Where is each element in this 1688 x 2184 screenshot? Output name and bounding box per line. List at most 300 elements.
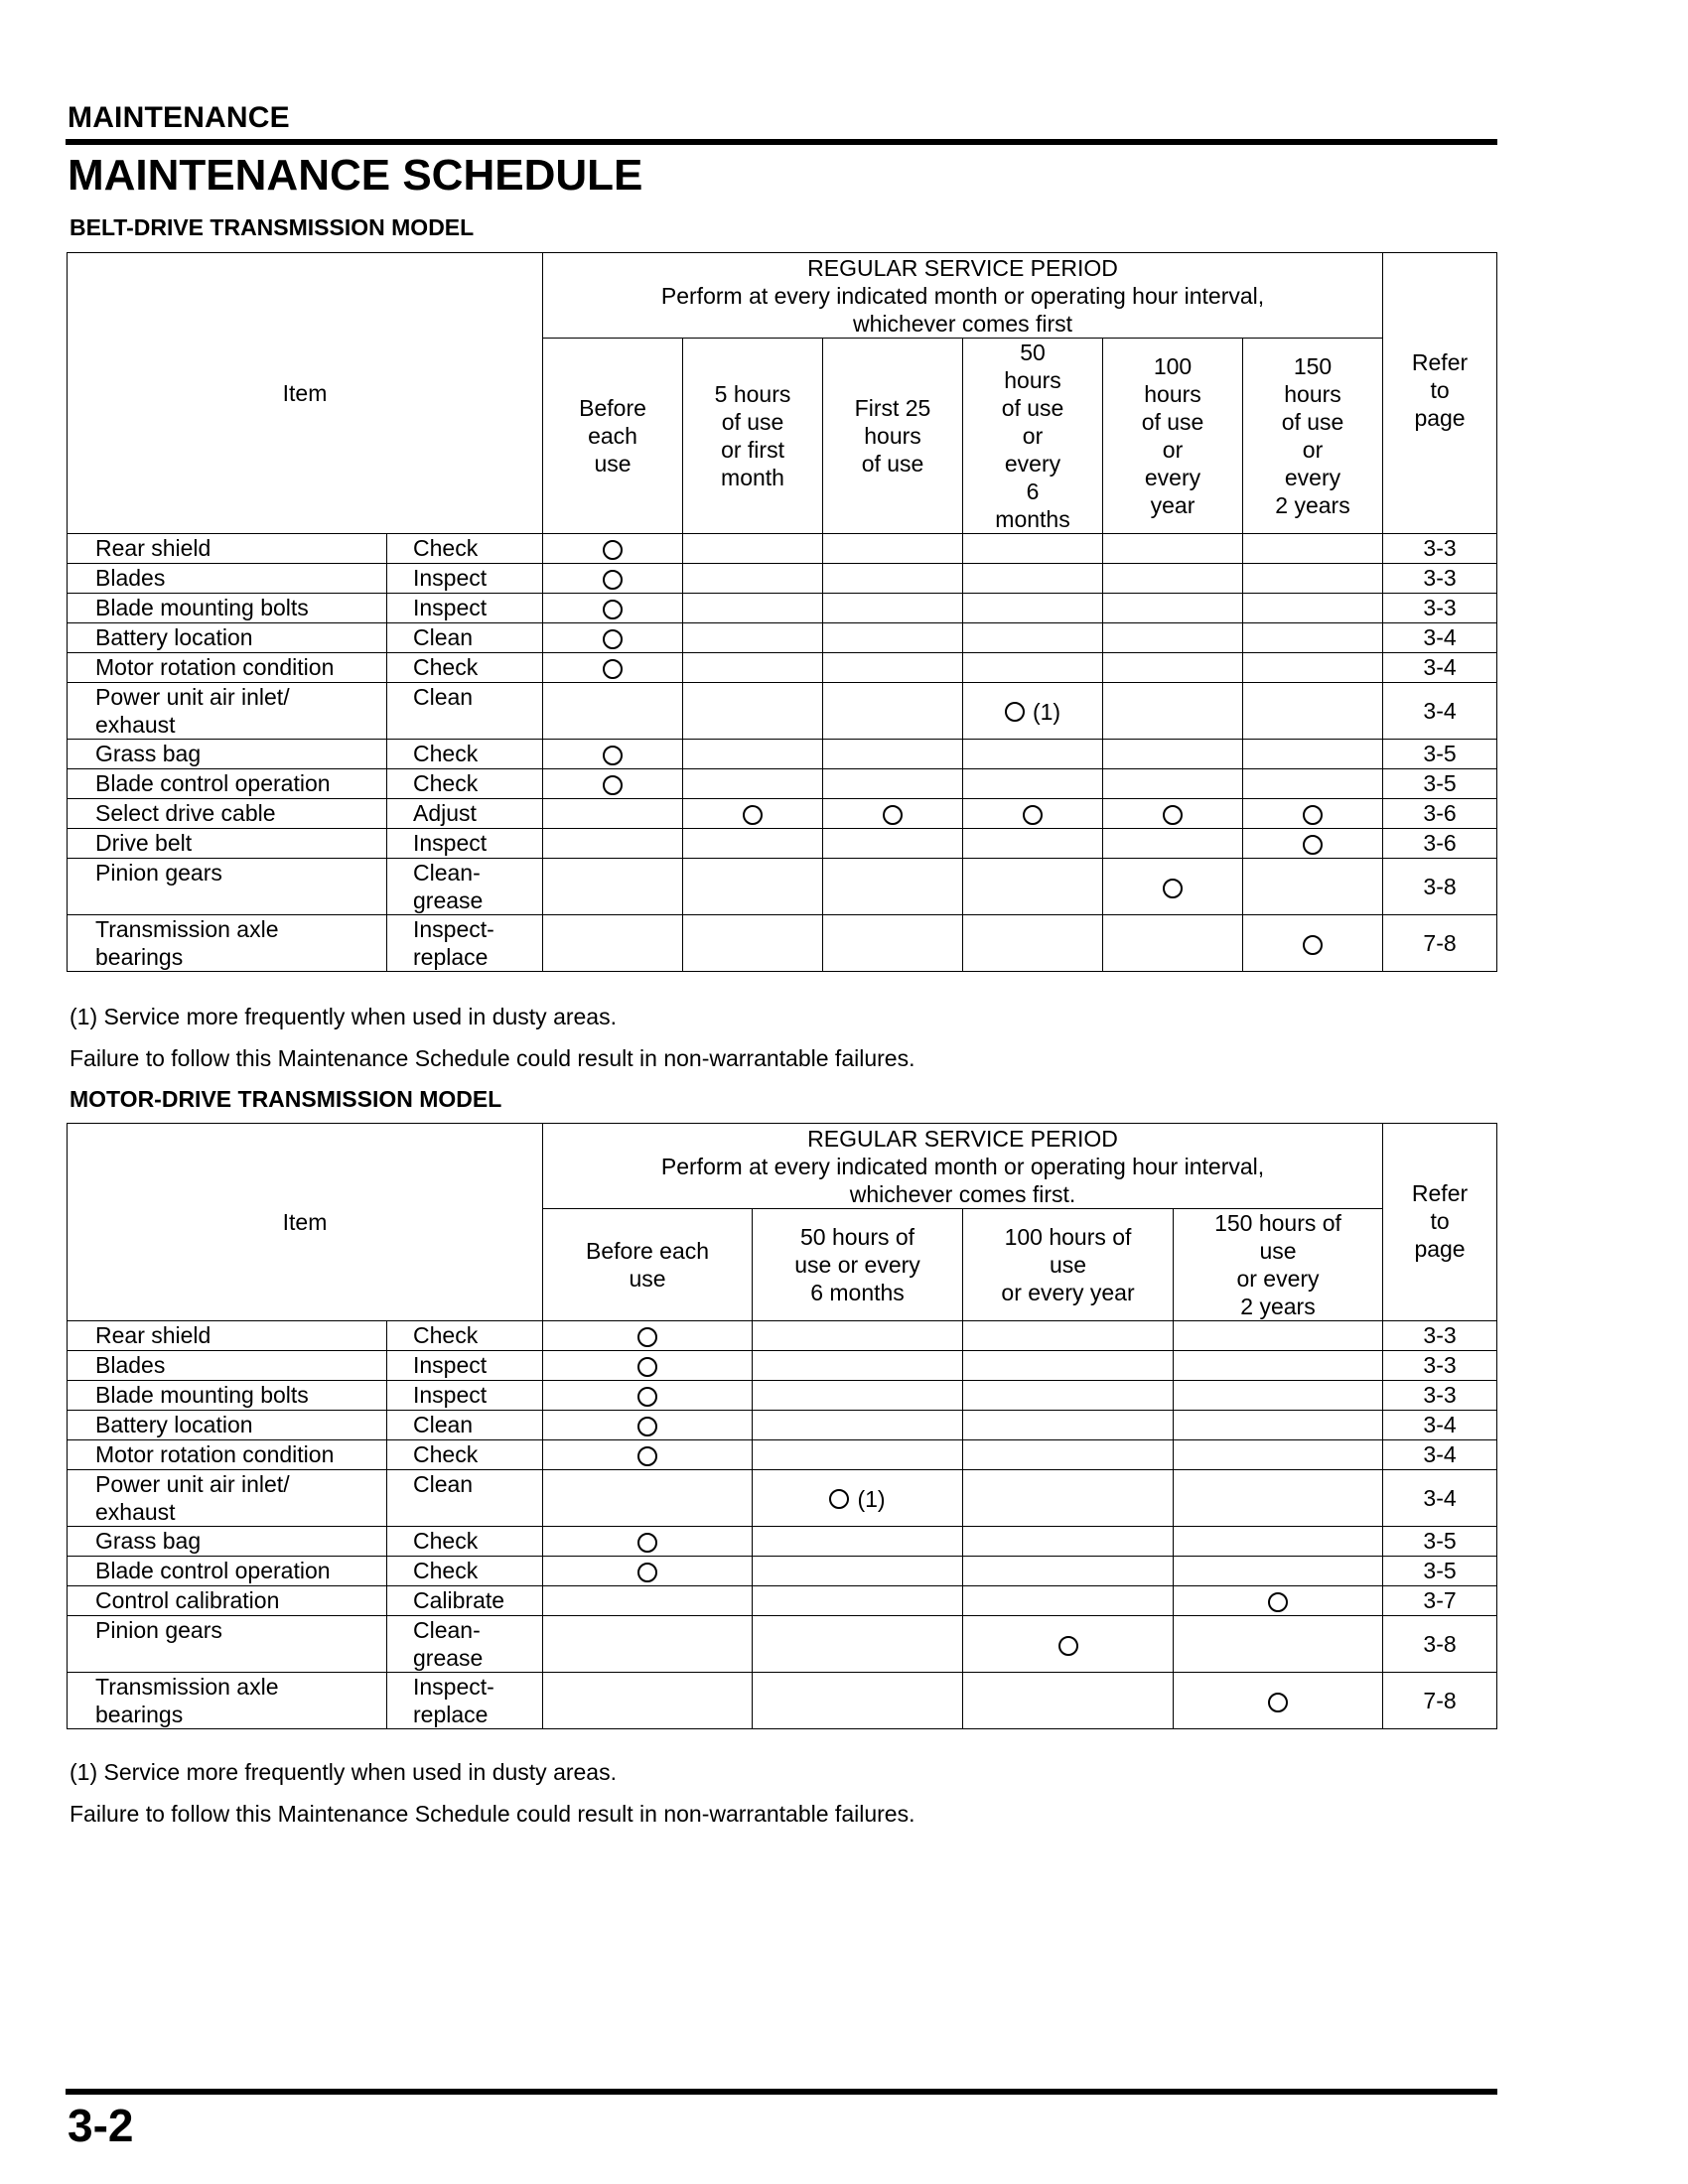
item-name: Transmission axle bbox=[95, 1674, 279, 1700]
interval-header-line: of use bbox=[1141, 409, 1204, 435]
interval-header-line: use or every bbox=[794, 1252, 920, 1278]
interval-column-header bbox=[823, 339, 963, 534]
action-name: Check bbox=[413, 535, 479, 561]
interval-cell bbox=[1174, 1586, 1383, 1616]
interval-cell bbox=[543, 799, 683, 829]
interval-header-line: 2 years bbox=[1275, 492, 1350, 518]
item-name: Blade mounting bolts bbox=[95, 1382, 309, 1408]
interval-cell bbox=[1103, 653, 1243, 683]
schedule-row bbox=[68, 1321, 1497, 1351]
action-name: Calibrate bbox=[413, 1587, 505, 1613]
interval-cell bbox=[543, 859, 683, 915]
interval-cell bbox=[753, 1616, 963, 1673]
service-required-circle-icon bbox=[637, 1533, 657, 1553]
interval-cell bbox=[683, 915, 823, 972]
interval-header-line: 150 hours of bbox=[1214, 1210, 1341, 1236]
interval-cell bbox=[963, 1381, 1174, 1411]
page-ref-cell: 3-4 bbox=[1383, 683, 1497, 740]
service-required-circle-icon bbox=[637, 1387, 657, 1407]
action-cell bbox=[387, 1381, 543, 1411]
interval-header-line: or every year bbox=[1001, 1280, 1135, 1305]
action-cell bbox=[387, 1527, 543, 1557]
interval-cell bbox=[753, 1411, 963, 1440]
service-required-circle-icon bbox=[743, 805, 763, 825]
interval-cell bbox=[543, 915, 683, 972]
interval-cell bbox=[683, 623, 823, 653]
interval-cell bbox=[753, 1557, 963, 1586]
refer-header-line: page bbox=[1414, 405, 1466, 431]
schedule-row bbox=[68, 1351, 1497, 1381]
service-required-circle-icon bbox=[603, 570, 623, 590]
interval-cell bbox=[963, 1321, 1174, 1351]
interval-cell bbox=[543, 1351, 753, 1381]
interval-cell bbox=[823, 769, 963, 799]
schedule-row bbox=[68, 1673, 1497, 1729]
service-required-circle-icon bbox=[603, 600, 623, 619]
action-cell bbox=[387, 653, 543, 683]
action-name: Inspect- bbox=[413, 1674, 494, 1700]
action-name: replace bbox=[413, 1702, 489, 1727]
interval-cell bbox=[1174, 1321, 1383, 1351]
page-ref-cell: 3-3 bbox=[1383, 534, 1497, 564]
interval-cell bbox=[1174, 1351, 1383, 1381]
item-cell bbox=[68, 1351, 387, 1381]
interval-cell bbox=[963, 1586, 1174, 1616]
service-required-circle-icon bbox=[637, 1417, 657, 1436]
interval-header-line: Before each bbox=[586, 1238, 710, 1264]
action-name: Inspect bbox=[413, 565, 488, 591]
item-name: Pinion gears bbox=[95, 1617, 222, 1643]
interval-column-header bbox=[1243, 339, 1383, 534]
interval-cell bbox=[963, 829, 1103, 859]
interval-header-line: 100 hours of bbox=[1004, 1224, 1132, 1250]
action-cell bbox=[387, 769, 543, 799]
interval-cell bbox=[1103, 799, 1243, 829]
schedule-row bbox=[68, 534, 1497, 564]
interval-header-line: 150 bbox=[1293, 353, 1333, 379]
page-ref-cell: 3-3 bbox=[1383, 594, 1497, 623]
interval-cell bbox=[1103, 829, 1243, 859]
interval-cell bbox=[753, 1586, 963, 1616]
item-name: Blade control operation bbox=[95, 770, 331, 796]
interval-cell bbox=[1174, 1557, 1383, 1586]
motor-footnote: (1) Service more frequently when used in dusty areas. bbox=[70, 1759, 617, 1785]
item-cell bbox=[68, 1586, 387, 1616]
interval-cell bbox=[683, 769, 823, 799]
action-cell bbox=[387, 1440, 543, 1470]
interval-cell bbox=[543, 623, 683, 653]
interval-cell bbox=[753, 1321, 963, 1351]
interval-cell bbox=[823, 534, 963, 564]
interval-cell bbox=[1103, 594, 1243, 623]
schedule-row bbox=[68, 769, 1497, 799]
item-name: bearings bbox=[95, 1702, 184, 1727]
item-cell bbox=[68, 1470, 387, 1527]
page-ref-cell: 3-6 bbox=[1383, 799, 1497, 829]
service-required-circle-icon bbox=[1058, 1636, 1078, 1656]
interval-cell bbox=[683, 683, 823, 740]
item-cell bbox=[68, 594, 387, 623]
action-cell bbox=[387, 1351, 543, 1381]
action-cell bbox=[387, 1586, 543, 1616]
action-cell bbox=[387, 683, 543, 740]
service-period-header bbox=[543, 1124, 1383, 1209]
interval-cell bbox=[823, 915, 963, 972]
interval-header-line: year bbox=[1150, 492, 1196, 518]
page-ref-cell: 7-8 bbox=[1383, 1673, 1497, 1729]
service-required-circle-icon bbox=[1268, 1592, 1288, 1612]
item-cell bbox=[68, 653, 387, 683]
interval-cell bbox=[963, 915, 1103, 972]
page-ref-cell: 3-7 bbox=[1383, 1586, 1497, 1616]
item-cell bbox=[68, 740, 387, 769]
schedule-row bbox=[68, 1586, 1497, 1616]
item-header: Item bbox=[68, 1124, 543, 1321]
page-ref-cell: 3-6 bbox=[1383, 829, 1497, 859]
interval-cell bbox=[543, 740, 683, 769]
interval-column-header bbox=[963, 1209, 1174, 1321]
action-cell bbox=[387, 740, 543, 769]
item-name: Battery location bbox=[95, 1412, 253, 1437]
interval-cell bbox=[963, 623, 1103, 653]
page-ref-cell: 3-3 bbox=[1383, 564, 1497, 594]
interval-header-line: 2 years bbox=[1240, 1294, 1316, 1319]
interval-header-line: 100 bbox=[1153, 353, 1193, 379]
item-cell bbox=[68, 859, 387, 915]
schedule-row bbox=[68, 1411, 1497, 1440]
service-required-circle-icon bbox=[1268, 1693, 1288, 1712]
interval-cell bbox=[1174, 1673, 1383, 1729]
interval-cell bbox=[543, 594, 683, 623]
service-period-desc: whichever comes first bbox=[852, 310, 1073, 337]
action-name: Clean bbox=[413, 1471, 474, 1497]
interval-column-header bbox=[1103, 339, 1243, 534]
interval-cell bbox=[543, 829, 683, 859]
interval-column-header bbox=[543, 1209, 753, 1321]
interval-cell bbox=[963, 1616, 1174, 1673]
item-name: Battery location bbox=[95, 624, 253, 650]
interval-cell bbox=[543, 1321, 753, 1351]
belt-schedule-table bbox=[67, 252, 1497, 972]
action-name: Check bbox=[413, 1322, 479, 1348]
page-ref-cell: 3-4 bbox=[1383, 653, 1497, 683]
item-cell bbox=[68, 769, 387, 799]
interval-column-header bbox=[753, 1209, 963, 1321]
interval-cell bbox=[1103, 623, 1243, 653]
action-cell bbox=[387, 1557, 543, 1586]
schedule-row bbox=[68, 564, 1497, 594]
interval-cell bbox=[823, 859, 963, 915]
item-cell bbox=[68, 1440, 387, 1470]
interval-cell bbox=[823, 683, 963, 740]
item-name: Transmission axle bbox=[95, 916, 279, 942]
schedule-row bbox=[68, 859, 1497, 915]
action-name: Check bbox=[413, 1441, 479, 1467]
interval-cell bbox=[1243, 769, 1383, 799]
item-name: bearings bbox=[95, 944, 184, 970]
page-ref-cell: 3-5 bbox=[1383, 769, 1497, 799]
interval-header-line: or bbox=[1022, 423, 1044, 449]
interval-cell bbox=[1243, 829, 1383, 859]
interval-cell bbox=[963, 534, 1103, 564]
interval-cell bbox=[543, 1586, 753, 1616]
page-ref-cell: 3-5 bbox=[1383, 740, 1497, 769]
header-rule bbox=[66, 139, 1497, 145]
interval-cell bbox=[963, 1527, 1174, 1557]
footer-rule bbox=[66, 2089, 1497, 2095]
action-name: Clean bbox=[413, 624, 474, 650]
interval-header-line: use bbox=[594, 451, 632, 477]
action-name: Clean bbox=[413, 1412, 474, 1437]
schedule-row bbox=[68, 1440, 1497, 1470]
interval-cell bbox=[1243, 564, 1383, 594]
interval-header-line: 50 bbox=[1020, 340, 1046, 365]
interval-header-line: every bbox=[1144, 465, 1201, 490]
page-ref-cell: 3-4 bbox=[1383, 623, 1497, 653]
page-number: 3-2 bbox=[68, 2100, 134, 2151]
interval-cell bbox=[683, 740, 823, 769]
interval-cell bbox=[753, 1527, 963, 1557]
interval-cell bbox=[1243, 623, 1383, 653]
item-name: Grass bag bbox=[95, 1528, 202, 1554]
action-name: Inspect bbox=[413, 830, 488, 856]
interval-cell bbox=[753, 1351, 963, 1381]
interval-cell bbox=[543, 1616, 753, 1673]
interval-header-line: hours bbox=[1144, 381, 1201, 407]
page-ref-cell: 3-8 bbox=[1383, 859, 1497, 915]
page-ref-cell: 3-5 bbox=[1383, 1557, 1497, 1586]
interval-cell bbox=[823, 653, 963, 683]
item-name: exhaust bbox=[95, 1499, 176, 1525]
service-required-circle-icon bbox=[1163, 879, 1183, 898]
footnote-ref: (1) bbox=[857, 1485, 886, 1512]
interval-column-header bbox=[963, 339, 1103, 534]
interval-cell bbox=[1243, 740, 1383, 769]
refer-header-line: to bbox=[1430, 1208, 1450, 1234]
interval-cell bbox=[1174, 1440, 1383, 1470]
interval-cell bbox=[823, 740, 963, 769]
action-cell bbox=[387, 859, 543, 915]
item-name: Power unit air inlet/ bbox=[95, 684, 290, 710]
item-name: Grass bag bbox=[95, 741, 202, 766]
interval-header-line: 50 hours of bbox=[799, 1224, 915, 1250]
action-name: Inspect bbox=[413, 1352, 488, 1378]
interval-cell bbox=[543, 1673, 753, 1729]
interval-cell bbox=[543, 1527, 753, 1557]
interval-header-line: use bbox=[629, 1266, 666, 1292]
item-name: Rear shield bbox=[95, 535, 211, 561]
interval-cell bbox=[1174, 1411, 1383, 1440]
action-cell bbox=[387, 1616, 543, 1673]
item-cell bbox=[68, 1411, 387, 1440]
page-ref-cell: 3-4 bbox=[1383, 1411, 1497, 1440]
service-required-circle-icon bbox=[1023, 805, 1043, 825]
interval-header-line: of use bbox=[1001, 395, 1064, 421]
interval-cell bbox=[1103, 769, 1243, 799]
action-name: Clean bbox=[413, 684, 474, 710]
interval-cell bbox=[1103, 740, 1243, 769]
interval-cell bbox=[543, 653, 683, 683]
interval-cell bbox=[1243, 594, 1383, 623]
interval-header-line: of use bbox=[1281, 409, 1344, 435]
service-required-circle-icon bbox=[1303, 805, 1323, 825]
interval-cell bbox=[963, 1440, 1174, 1470]
interval-cell bbox=[963, 594, 1103, 623]
action-name: Adjust bbox=[413, 800, 477, 826]
service-required-circle-icon bbox=[637, 1446, 657, 1466]
action-name: Check bbox=[413, 1558, 479, 1583]
interval-cell bbox=[543, 1411, 753, 1440]
item-name: Motor rotation condition bbox=[95, 654, 335, 680]
interval-cell bbox=[1103, 683, 1243, 740]
interval-cell bbox=[683, 534, 823, 564]
action-cell bbox=[387, 1470, 543, 1527]
item-header: Item bbox=[68, 253, 543, 534]
action-cell bbox=[387, 1321, 543, 1351]
item-name: exhaust bbox=[95, 712, 176, 738]
schedule-row bbox=[68, 1527, 1497, 1557]
refer-header-line: page bbox=[1414, 1236, 1466, 1262]
action-cell bbox=[387, 829, 543, 859]
item-name: Drive belt bbox=[95, 830, 193, 856]
motor-section-title: MOTOR-DRIVE TRANSMISSION MODEL bbox=[70, 1086, 502, 1112]
interval-cell bbox=[683, 859, 823, 915]
service-required-circle-icon bbox=[637, 1327, 657, 1347]
motor-warning: Failure to follow this Maintenance Schedule could result in non-warrantable failures. bbox=[70, 1801, 915, 1827]
action-cell bbox=[387, 623, 543, 653]
interval-cell bbox=[963, 1673, 1174, 1729]
interval-cell bbox=[963, 859, 1103, 915]
action-name: grease bbox=[413, 1645, 484, 1671]
service-period-desc: Perform at every indicated month or operating hour interval, bbox=[660, 282, 1265, 309]
interval-header-line: of use bbox=[861, 451, 924, 477]
interval-header-line: hours bbox=[1004, 367, 1061, 393]
interval-cell bbox=[823, 799, 963, 829]
schedule-row bbox=[68, 594, 1497, 623]
item-cell bbox=[68, 1381, 387, 1411]
interval-cell bbox=[1243, 799, 1383, 829]
interval-header-line: or bbox=[1162, 437, 1184, 463]
footnote-ref: (1) bbox=[1032, 698, 1061, 725]
action-name: Clean- bbox=[413, 860, 481, 886]
action-name: Inspect bbox=[413, 1382, 488, 1408]
interval-cell bbox=[963, 1351, 1174, 1381]
motor-schedule-table bbox=[67, 1123, 1497, 1729]
schedule-row bbox=[68, 623, 1497, 653]
item-cell bbox=[68, 534, 387, 564]
interval-cell bbox=[683, 564, 823, 594]
schedule-row bbox=[68, 1381, 1497, 1411]
belt-warning: Failure to follow this Maintenance Schedule could result in non-warrantable failures. bbox=[70, 1045, 915, 1071]
interval-cell bbox=[963, 683, 1103, 740]
interval-cell bbox=[963, 564, 1103, 594]
interval-header-line: use bbox=[1259, 1238, 1297, 1264]
item-cell bbox=[68, 1557, 387, 1586]
service-period-title: REGULAR SERVICE PERIOD bbox=[807, 1125, 1118, 1152]
interval-column-header bbox=[1174, 1209, 1383, 1321]
interval-header-line: 6 months bbox=[810, 1280, 905, 1305]
page-ref-cell: 7-8 bbox=[1383, 915, 1497, 972]
interval-column-header bbox=[543, 339, 683, 534]
interval-cell bbox=[683, 594, 823, 623]
item-name: Blades bbox=[95, 1352, 166, 1378]
refer-header-line: to bbox=[1430, 377, 1450, 403]
service-period-header bbox=[543, 253, 1383, 339]
action-cell bbox=[387, 799, 543, 829]
item-cell bbox=[68, 1527, 387, 1557]
interval-header-line: First 25 bbox=[854, 395, 931, 421]
interval-cell bbox=[543, 769, 683, 799]
service-required-circle-icon bbox=[603, 659, 623, 679]
interval-header-line: or bbox=[1302, 437, 1324, 463]
page-ref-cell: 3-4 bbox=[1383, 1440, 1497, 1470]
interval-cell bbox=[963, 740, 1103, 769]
interval-cell bbox=[963, 1470, 1174, 1527]
interval-cell bbox=[753, 1470, 963, 1527]
interval-cell bbox=[823, 564, 963, 594]
interval-cell bbox=[823, 594, 963, 623]
service-required-circle-icon bbox=[1163, 805, 1183, 825]
interval-cell bbox=[1103, 564, 1243, 594]
action-name: Check bbox=[413, 1528, 479, 1554]
item-name: Select drive cable bbox=[95, 800, 276, 826]
interval-cell bbox=[963, 769, 1103, 799]
interval-cell bbox=[1243, 859, 1383, 915]
interval-cell bbox=[823, 829, 963, 859]
schedule-row bbox=[68, 1470, 1497, 1527]
interval-cell bbox=[753, 1673, 963, 1729]
action-cell bbox=[387, 594, 543, 623]
action-cell bbox=[387, 915, 543, 972]
interval-cell bbox=[543, 1470, 753, 1527]
service-required-circle-icon bbox=[829, 1489, 849, 1509]
interval-cell bbox=[1243, 653, 1383, 683]
service-required-circle-icon bbox=[603, 746, 623, 765]
interval-cell bbox=[963, 1411, 1174, 1440]
schedule-row bbox=[68, 740, 1497, 769]
item-name: Motor rotation condition bbox=[95, 1441, 335, 1467]
interval-header-line: Before bbox=[579, 395, 646, 421]
item-cell bbox=[68, 683, 387, 740]
belt-footnote: (1) Service more frequently when used in dusty areas. bbox=[70, 1004, 617, 1029]
action-name: Clean- bbox=[413, 1617, 481, 1643]
interval-header-line: month bbox=[721, 465, 784, 490]
action-cell bbox=[387, 1411, 543, 1440]
page-ref-cell: 3-3 bbox=[1383, 1351, 1497, 1381]
interval-cell bbox=[543, 1440, 753, 1470]
item-cell bbox=[68, 915, 387, 972]
interval-header-line: or every bbox=[1236, 1266, 1320, 1292]
service-period-desc: Perform at every indicated month or operating hour interval, bbox=[660, 1153, 1265, 1179]
interval-cell bbox=[1174, 1381, 1383, 1411]
interval-cell bbox=[1174, 1527, 1383, 1557]
refer-header bbox=[1383, 1124, 1497, 1321]
interval-cell bbox=[683, 653, 823, 683]
interval-cell bbox=[543, 1557, 753, 1586]
interval-cell bbox=[823, 623, 963, 653]
item-name: Blades bbox=[95, 565, 166, 591]
interval-cell bbox=[1243, 915, 1383, 972]
schedule-row bbox=[68, 683, 1497, 740]
interval-header-line: 6 bbox=[1026, 478, 1040, 504]
item-cell bbox=[68, 623, 387, 653]
service-required-circle-icon bbox=[1303, 835, 1323, 855]
item-cell bbox=[68, 1616, 387, 1673]
action-name: Inspect bbox=[413, 595, 488, 620]
service-required-circle-icon bbox=[603, 629, 623, 649]
page-ref-cell: 3-3 bbox=[1383, 1321, 1497, 1351]
schedule-row bbox=[68, 1557, 1497, 1586]
